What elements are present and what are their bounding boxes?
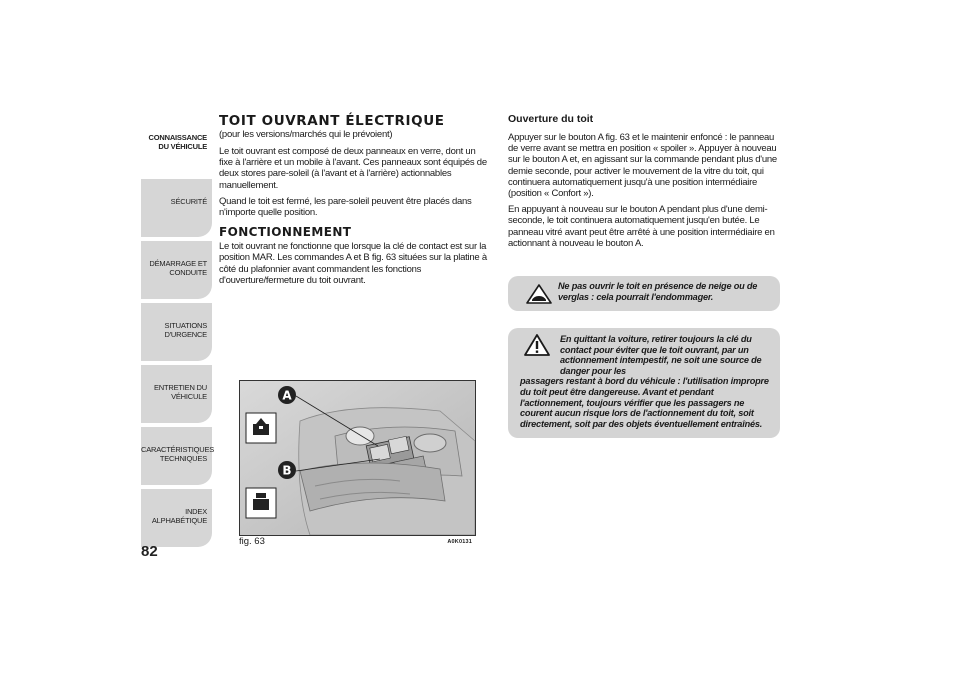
tab-label: ENTRETIEN DU (153, 383, 207, 392)
tab-label: TECHNIQUES (159, 454, 207, 463)
tab-securite[interactable] (141, 179, 212, 237)
tab-label: SITUATIONS (164, 321, 207, 330)
figure-caption (239, 536, 474, 547)
tab-label: INDEX (185, 507, 207, 516)
note-text: Ne pas ouvrir le toit en présence de neige ou de verglas : cela pourrait l'endommager. (558, 281, 758, 302)
note-text: passagers restant à bord du véhicule : l'utilisation impropre du toit peut être dangereuse. Avant et pendant l'actionnement, toujours vérifier que les passagers ne courent aucun risque lors de l'actionnement du toit, soit directement, soit par des objets éventuellement entraînés. (520, 376, 769, 429)
tab-label: ALPHABÉTIQUE (151, 516, 207, 525)
vehicle-damage-icon (526, 284, 552, 309)
section-subtitle: (pour les versions/marchés qui le prévoient) (219, 129, 393, 140)
tab-index-alphabetique[interactable] (141, 489, 212, 547)
tab-label: D'URGENCE (164, 330, 207, 339)
tab-situations-d-urgence[interactable] (141, 303, 212, 361)
chapter-tabs (141, 117, 215, 551)
paragraph: Appuyer sur le bouton A fig. 63 et le maintenir enfoncé : le panneau de verre avant se mettra en position « spoiler ». Appuyer à nouveau sur le bouton A et, en agissant sur la commande pendant plus d'une demie seconde, pour activer le mouvement de la vitre du toit, qui continuera automatiquement jusqu'à une position intermédiaire (position « Confort »). (508, 132, 777, 200)
figure-63 (239, 380, 476, 536)
label-a: A (282, 388, 292, 403)
tab-entretien-du-vehicule[interactable] (141, 365, 212, 423)
caution-note (508, 276, 780, 311)
tab-connaissance-du-vehicule[interactable] (141, 117, 212, 175)
figure-code: A0K0131 (447, 539, 472, 545)
tab-demarrage-et-conduite[interactable] (141, 241, 212, 299)
tab-label: CONNAISSANCE (148, 133, 207, 142)
warning-note (508, 328, 780, 438)
figure-number: fig. 63 (239, 536, 265, 547)
tab-caracteristiques-techniques[interactable] (141, 427, 215, 485)
left-column (219, 113, 491, 291)
roof-console-illustration (240, 381, 475, 535)
note-text: En quittant la voiture, retirer toujours la clé du contact pour éviter que le toit ouvrant, par un actionnement intempestif, ne soit une source de danger pour les (560, 334, 762, 376)
label-b: B (282, 463, 292, 478)
tab-label: CONDUITE (169, 268, 207, 277)
tab-label: SÉCURITÉ (170, 197, 207, 206)
tab-label: DU VÉHICULE (158, 142, 207, 151)
warning-triangle-icon (524, 334, 550, 361)
section-title: TOIT OUVRANT ÉLECTRIQUE (219, 113, 445, 129)
paragraph: En appuyant à nouveau sur le bouton A pendant plus d'une demi-seconde, le toit continuera automatiquement jusqu'en butée. Le panneau vitré avant peut être arrêté à une position intermédiaire en actionnant à nouveau le bouton A. (508, 204, 775, 249)
page-number: 82 (141, 543, 158, 560)
subsection-title: Ouverture du toit (508, 113, 594, 125)
tab-label: CARACTÉRISTIQUES (141, 445, 215, 454)
tab-label: DÉMARRAGE ET (149, 259, 207, 268)
tab-label: VÉHICULE (171, 392, 207, 401)
paragraph: Quand le toit est fermé, les pare-soleil peuvent être placés dans n'importe quelle position. (219, 195, 472, 219)
paragraph: Le toit ouvrant est composé de deux panneaux en verre, dont un fixe à l'arrière et un mobile à l'avant. Ces panneaux sont équipés de deux stores pare-soleil (à l'avant et à l'arrière) actionnables manuellement. (219, 146, 487, 191)
subsection-title: FONCTIONNEMENT (219, 225, 352, 240)
paragraph: Le toit ouvrant ne fonctionne que lorsque la clé de contact est sur la position MAR. Les commandes A et B fig. 63 situées sur la platine à côté du plafonnier avant commandent les fonctions d'ouverture/fermeture du toit ouvrant. (219, 241, 487, 286)
right-column (508, 113, 780, 254)
